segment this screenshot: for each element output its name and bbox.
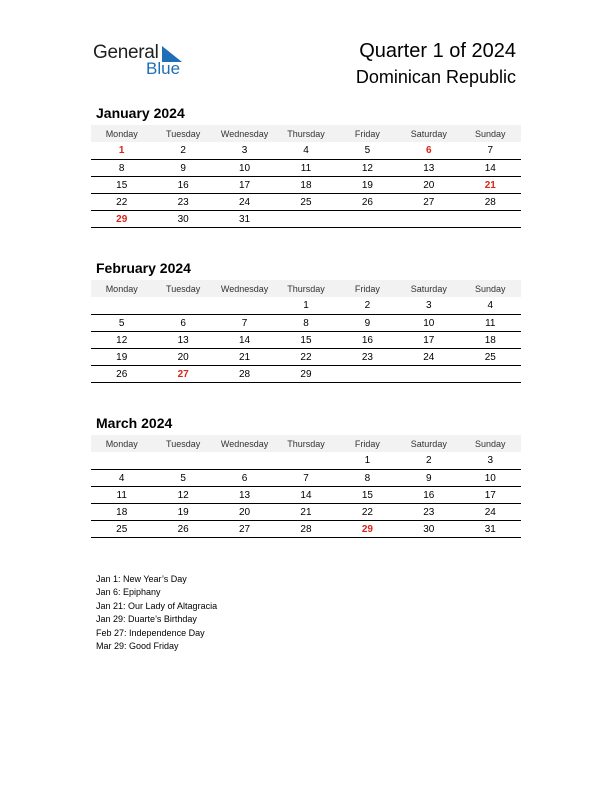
day-cell: 5 (337, 142, 398, 160)
week-row (91, 194, 521, 211)
empty-day-cell (275, 211, 336, 228)
weekday-header: Sunday (460, 280, 521, 297)
week-row (91, 504, 521, 521)
day-cell: 2 (398, 452, 459, 470)
weekday-header: Wednesday (214, 125, 275, 142)
day-cell: 31 (460, 521, 521, 538)
day-cell: 26 (152, 521, 213, 538)
weekday-header: Tuesday (152, 280, 213, 297)
day-cell: 2 (152, 142, 213, 160)
day-cell: 11 (275, 160, 336, 177)
day-cell: 16 (337, 332, 398, 349)
day-cell: 4 (460, 297, 521, 315)
day-cell: 4 (275, 142, 336, 160)
week-row (91, 160, 521, 177)
weekday-header: Thursday (275, 125, 336, 142)
weekday-header: Friday (337, 280, 398, 297)
day-cell: 27 (398, 194, 459, 211)
weekday-header: Tuesday (152, 435, 213, 452)
day-cell: 8 (91, 160, 152, 177)
logo-blue-text: Blue (146, 59, 181, 78)
day-cell: 6 (152, 315, 213, 332)
empty-day-cell (398, 211, 459, 228)
weekday-header: Monday (91, 280, 152, 297)
day-cell: 1 (337, 452, 398, 470)
week-row (91, 349, 521, 366)
page-title: Quarter 1 of 2024 (359, 40, 516, 62)
day-cell: 6 (398, 142, 459, 160)
weekday-header: Sunday (460, 125, 521, 142)
week-row (91, 211, 521, 228)
weekday-header: Friday (337, 125, 398, 142)
empty-day-cell (398, 366, 459, 383)
month-title: February 2024 (96, 260, 191, 276)
day-cell: 13 (214, 487, 275, 504)
day-cell: 3 (214, 142, 275, 160)
day-cell: 10 (460, 470, 521, 487)
empty-day-cell (152, 452, 213, 470)
empty-day-cell (275, 452, 336, 470)
week-row (91, 297, 521, 315)
day-cell: 27 (152, 366, 213, 383)
day-cell: 3 (460, 452, 521, 470)
day-cell: 10 (214, 160, 275, 177)
day-cell: 10 (398, 315, 459, 332)
calendar-table (91, 125, 521, 228)
day-cell: 9 (337, 315, 398, 332)
day-cell: 21 (214, 349, 275, 366)
day-cell: 14 (214, 332, 275, 349)
holiday-list-item: Jan 29: Duarte’s Birthday (96, 614, 197, 625)
day-cell: 12 (91, 332, 152, 349)
empty-day-cell (91, 452, 152, 470)
day-cell: 3 (398, 297, 459, 315)
empty-day-cell (214, 452, 275, 470)
day-cell: 1 (91, 142, 152, 160)
week-row (91, 332, 521, 349)
day-cell: 2 (337, 297, 398, 315)
day-cell: 5 (152, 470, 213, 487)
day-cell: 14 (460, 160, 521, 177)
day-cell: 8 (337, 470, 398, 487)
empty-day-cell (91, 297, 152, 315)
day-cell: 23 (337, 349, 398, 366)
day-cell: 17 (398, 332, 459, 349)
day-cell: 15 (275, 332, 336, 349)
week-row (91, 315, 521, 332)
calendar-table (91, 280, 521, 383)
week-row (91, 366, 521, 383)
day-cell: 20 (214, 504, 275, 521)
day-cell: 29 (337, 521, 398, 538)
day-cell: 4 (91, 470, 152, 487)
calendar-table (91, 435, 521, 538)
day-cell: 28 (460, 194, 521, 211)
day-cell: 18 (91, 504, 152, 521)
day-cell: 24 (460, 504, 521, 521)
day-cell: 6 (214, 470, 275, 487)
day-cell: 17 (214, 177, 275, 194)
month-march (91, 414, 521, 538)
week-row (91, 470, 521, 487)
weekday-header: Saturday (398, 125, 459, 142)
holiday-list-item: Feb 27: Independence Day (96, 627, 205, 638)
day-cell: 26 (91, 366, 152, 383)
day-cell: 20 (398, 177, 459, 194)
day-cell: 5 (91, 315, 152, 332)
holiday-list (96, 573, 217, 653)
day-cell: 27 (214, 521, 275, 538)
day-cell: 7 (460, 142, 521, 160)
empty-day-cell (460, 366, 521, 383)
day-cell: 19 (337, 177, 398, 194)
weekday-header: Thursday (275, 280, 336, 297)
holiday-list-item: Jan 21: Our Lady of Altagracia (96, 600, 218, 611)
day-cell: 13 (152, 332, 213, 349)
day-cell: 19 (91, 349, 152, 366)
empty-day-cell (152, 297, 213, 315)
day-cell: 14 (275, 487, 336, 504)
day-cell: 22 (275, 349, 336, 366)
day-cell: 24 (214, 194, 275, 211)
day-cell: 16 (398, 487, 459, 504)
day-cell: 29 (275, 366, 336, 383)
weekday-header: Friday (337, 435, 398, 452)
day-cell: 16 (152, 177, 213, 194)
day-cell: 21 (275, 504, 336, 521)
day-cell: 12 (337, 160, 398, 177)
day-cell: 19 (152, 504, 213, 521)
month-title: March 2024 (96, 415, 173, 431)
day-cell: 1 (275, 297, 336, 315)
week-row (91, 142, 521, 160)
day-cell: 7 (214, 315, 275, 332)
page-subtitle: Dominican Republic (355, 67, 516, 87)
day-cell: 22 (337, 504, 398, 521)
weekday-header: Wednesday (214, 435, 275, 452)
day-cell: 24 (398, 349, 459, 366)
day-cell: 11 (460, 315, 521, 332)
day-cell: 15 (91, 177, 152, 194)
day-cell: 25 (460, 349, 521, 366)
weekday-header: Tuesday (152, 125, 213, 142)
day-cell: 18 (275, 177, 336, 194)
day-cell: 29 (91, 211, 152, 228)
week-row (91, 521, 521, 538)
empty-day-cell (214, 297, 275, 315)
week-row (91, 487, 521, 504)
week-row (91, 177, 521, 194)
day-cell: 12 (152, 487, 213, 504)
day-cell: 30 (152, 211, 213, 228)
day-cell: 28 (275, 521, 336, 538)
logo-general-text: General (93, 42, 159, 63)
day-cell: 15 (337, 487, 398, 504)
day-cell: 9 (152, 160, 213, 177)
day-cell: 9 (398, 470, 459, 487)
day-cell: 20 (152, 349, 213, 366)
generalblue-logo (93, 42, 193, 78)
empty-day-cell (337, 366, 398, 383)
day-cell: 17 (460, 487, 521, 504)
day-cell: 23 (152, 194, 213, 211)
holiday-list-item: Mar 29: Good Friday (96, 641, 179, 652)
empty-day-cell (337, 211, 398, 228)
holiday-list-item: Jan 6: Epiphany (96, 587, 161, 598)
weekday-header: Thursday (275, 435, 336, 452)
weekday-header: Monday (91, 435, 152, 452)
day-cell: 25 (275, 194, 336, 211)
day-cell: 11 (91, 487, 152, 504)
day-cell: 21 (460, 177, 521, 194)
day-cell: 8 (275, 315, 336, 332)
holiday-list-item: Jan 1: New Year’s Day (96, 574, 187, 584)
week-row (91, 452, 521, 470)
day-cell: 30 (398, 521, 459, 538)
day-cell: 7 (275, 470, 336, 487)
empty-day-cell (460, 211, 521, 228)
month-title: January 2024 (96, 105, 185, 121)
day-cell: 23 (398, 504, 459, 521)
day-cell: 25 (91, 521, 152, 538)
weekday-header: Saturday (398, 280, 459, 297)
day-cell: 26 (337, 194, 398, 211)
day-cell: 18 (460, 332, 521, 349)
weekday-header: Saturday (398, 435, 459, 452)
weekday-header: Wednesday (214, 280, 275, 297)
day-cell: 28 (214, 366, 275, 383)
day-cell: 22 (91, 194, 152, 211)
weekday-header: Sunday (460, 435, 521, 452)
month-january (91, 104, 521, 228)
day-cell: 13 (398, 160, 459, 177)
day-cell: 31 (214, 211, 275, 228)
weekday-header: Monday (91, 125, 152, 142)
month-february (91, 259, 521, 383)
